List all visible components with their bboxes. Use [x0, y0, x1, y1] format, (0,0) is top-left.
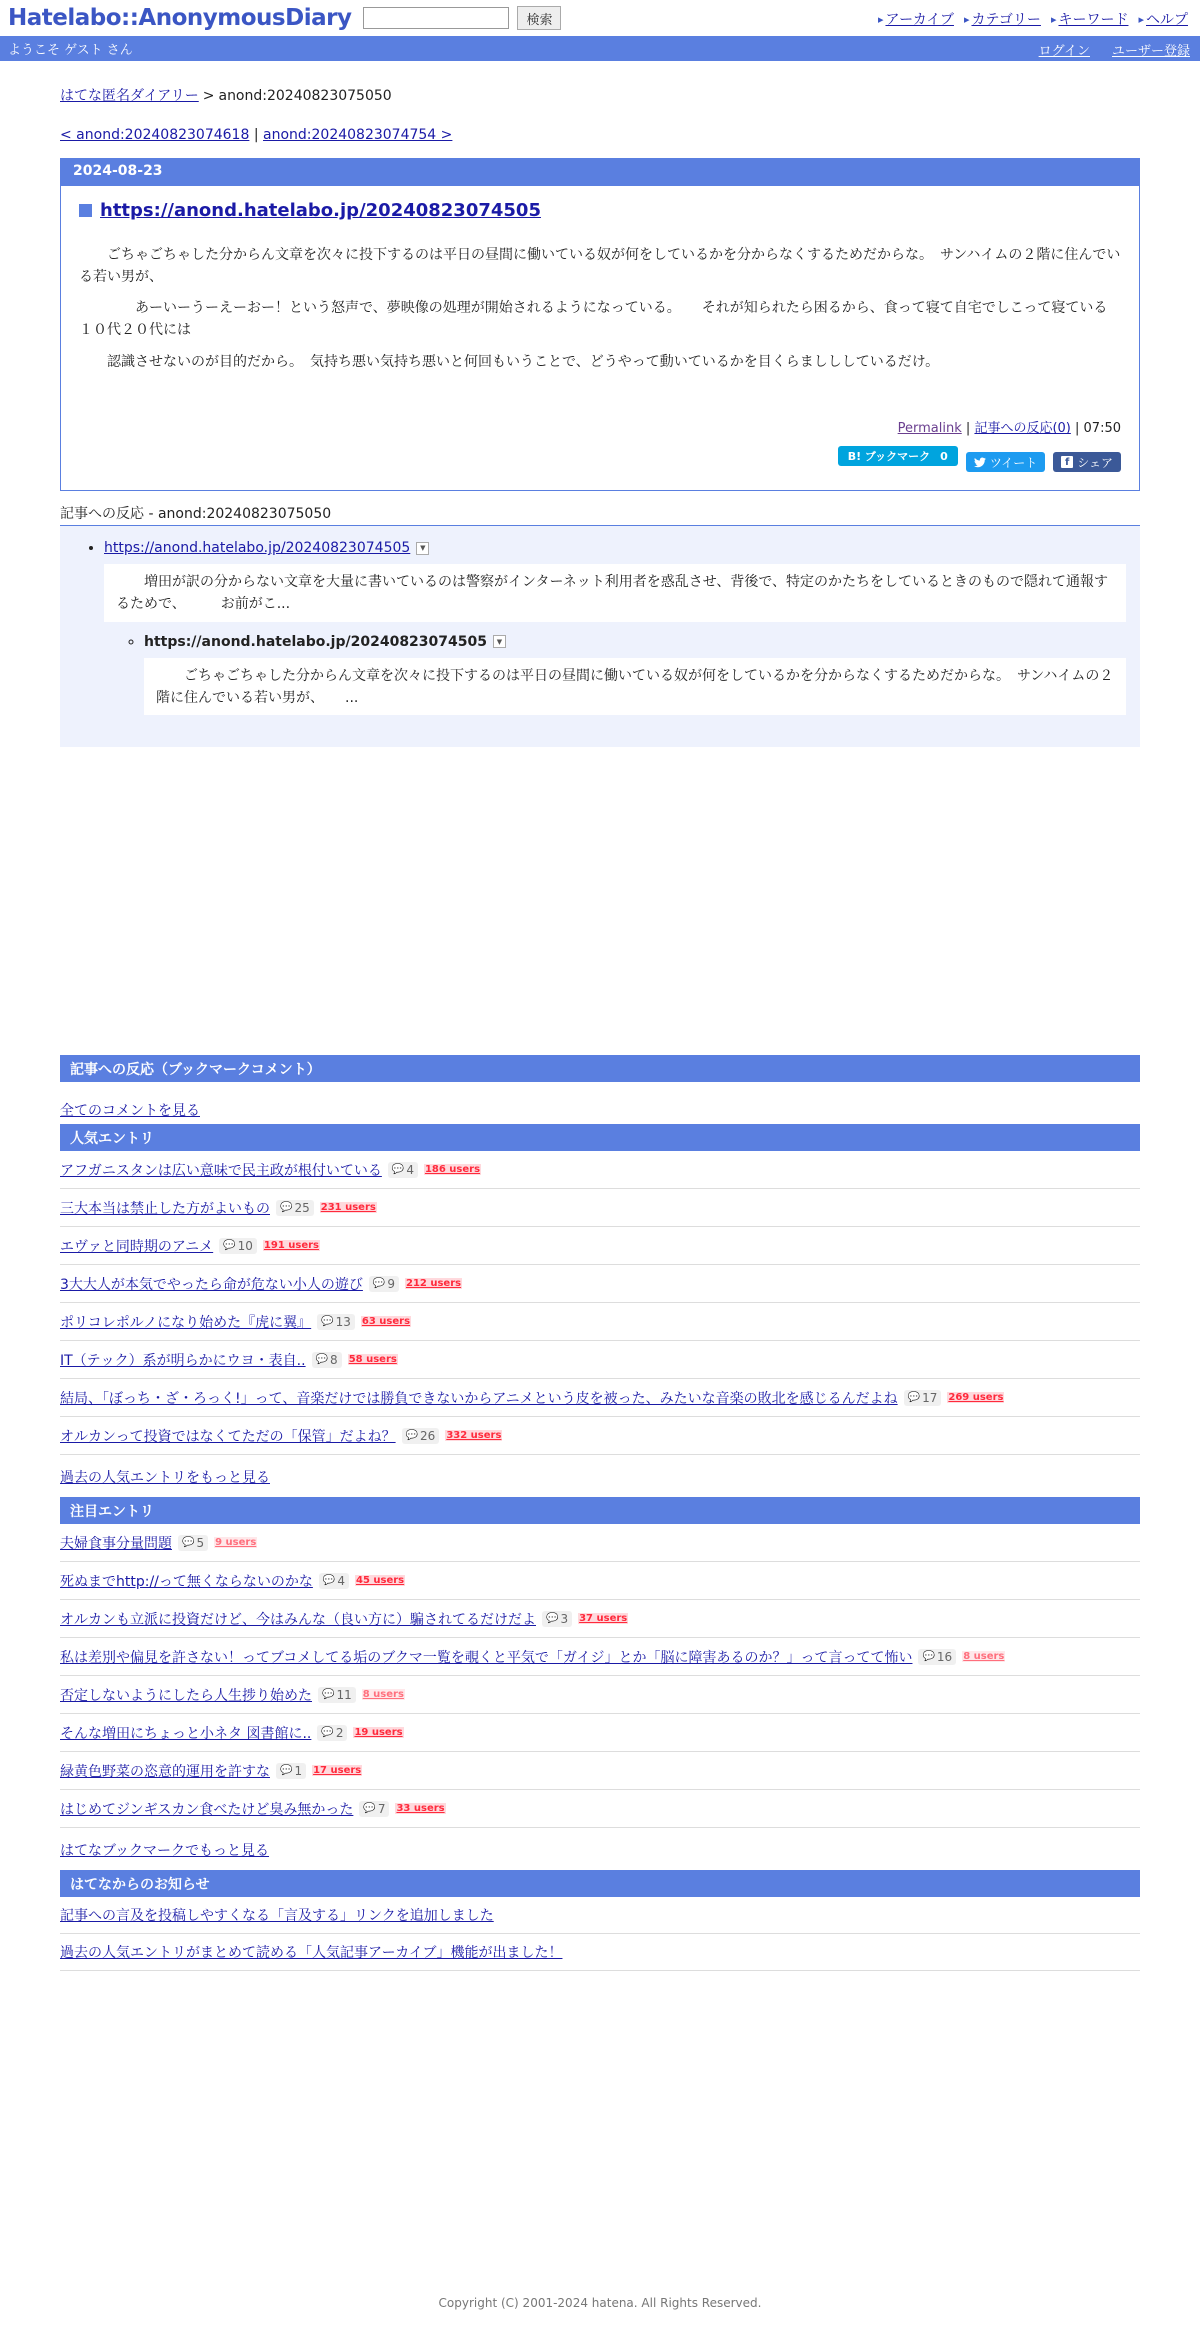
entry-paragraph: あーいーうーえーおー！という怒声で、夢映像の処理が開始されるようになっている。 それが知られたら困るから、食って寝て自宅でしこって寝ている１０代２０代には — [79, 300, 1108, 339]
entry-section — [61, 186, 1139, 490]
refer-child-title — [144, 634, 1126, 650]
nav-category-link[interactable]: カテゴリー — [971, 12, 1041, 28]
comment-count-value: 26 — [420, 1428, 436, 1443]
entry-list-item — [60, 1752, 1140, 1790]
breadcrumb — [60, 85, 1140, 105]
entry-list-item — [60, 1265, 1140, 1303]
breadcrumb-home-link[interactable]: はてな匿名ダイアリー — [60, 88, 199, 104]
entry-paragraph: ごちゃごちゃした分からん文章を次々に投下するのは平日の昼間に働いている奴が何をしているかを分からなくするためだからな。 サンハイムの２階に住んでいる若い男が、 — [79, 247, 1121, 285]
entry-list-item — [60, 1303, 1140, 1341]
top-bar — [0, 0, 1200, 36]
entry-list-item — [60, 1676, 1140, 1714]
comment-bubble-icon: 💬 — [363, 1803, 376, 1815]
users-badge[interactable]: 45 users — [355, 1575, 405, 1587]
comment-count — [317, 1314, 355, 1330]
users-badge[interactable]: 37 users — [579, 1613, 628, 1625]
refer-item-link[interactable]: • https://anond.hatelabo.jp/20240823074505 — [104, 540, 411, 557]
tweet-label: ツイート — [989, 455, 1038, 470]
entry-date: 2024-08-23 — [61, 159, 1139, 186]
ad-space — [60, 747, 1140, 1055]
entry-link[interactable]: 三大本当は禁止した方がよいもの — [60, 1200, 270, 1217]
entry-link[interactable]: オルカンって投資ではなくてただの「保管」だよね？ — [60, 1428, 396, 1445]
comment-bubble-icon: 💬 — [322, 1575, 336, 1587]
refer-snippet: 増田が訳の分からない文章を大量に書いているのは警察がインターネット利用者を惑乱させ、背後で、特定のかたちをしているときのもので隠れて通報するためで、 お前がこ... — [104, 564, 1126, 621]
comment-count — [918, 1649, 956, 1665]
nav-keyword — [1051, 9, 1129, 29]
prev-entry-link[interactable]: < anond:20240823074618 — [60, 127, 250, 143]
entry-list-item — [60, 1790, 1140, 1828]
arrow-icon: ▸ — [1138, 12, 1144, 26]
refer-child-item — [144, 634, 1126, 715]
search-input[interactable] — [363, 7, 509, 29]
bookmark-comments-header: 記事への反応（ブックマークコメント） — [60, 1055, 1140, 1082]
entry-list-item — [60, 1638, 1140, 1676]
popular-list — [60, 1151, 1140, 1455]
square-icon — [79, 204, 92, 217]
comment-count — [317, 1725, 347, 1741]
arrow-icon: ▸ — [1050, 12, 1057, 26]
pager-separator: | — [253, 127, 259, 143]
footer-separator: | — [1075, 421, 1080, 437]
all-comments-link[interactable]: 全てのコメントを見る — [60, 1103, 200, 1120]
refer-item-title — [104, 540, 1126, 556]
refer-box — [60, 526, 1140, 747]
entry-link[interactable]: 3大大人が本気でやったら命が危ない小人の遊び — [60, 1276, 363, 1293]
dropdown-icon[interactable]: ▼ — [493, 635, 506, 648]
users-badge[interactable]: 212 users — [406, 1278, 462, 1290]
notice-link[interactable]: 記事への言及を投稿しやすくなる「言及する」リンクを追加しました — [60, 1908, 494, 1925]
main-content — [60, 61, 1140, 1971]
users-badge[interactable]: 8 users — [963, 1651, 1005, 1663]
account-links — [1039, 40, 1190, 59]
nav-help — [1138, 9, 1188, 29]
nav-archive — [878, 9, 954, 29]
breadcrumb-current: anond:20240823075050 — [218, 88, 392, 104]
comment-count-value: 3 — [560, 1611, 569, 1626]
arrow-icon: ▸ — [877, 12, 884, 26]
comment-count-value: 13 — [335, 1314, 351, 1329]
comment-bubble-icon: 💬 — [546, 1613, 559, 1625]
comment-count-value: 17 — [922, 1390, 938, 1405]
comment-count — [319, 1573, 349, 1589]
notices-list — [60, 1897, 1140, 1971]
footer — [0, 2296, 1200, 2310]
bookmark-count: 0 — [940, 449, 948, 463]
refer-title: 記事への反応 - anond:20240823075050 — [60, 503, 1140, 526]
users-badge[interactable]: 186 users — [424, 1164, 481, 1176]
comment-bubble-icon: 💬 — [182, 1537, 195, 1549]
entry-list-item — [60, 1379, 1140, 1417]
comment-bubble-icon: 💬 — [391, 1164, 405, 1176]
refer-child-snippet: ごちゃごちゃした分からん文章を次々に投下するのは平日の昼間に働いている奴が何をしているかを分からなくするためだからな。 サンハイムの２階に住んでいる若い男が、 ... — [144, 658, 1126, 715]
entry-time: 07:50 — [1083, 421, 1121, 437]
footer-separator: | — [965, 421, 971, 437]
comment-count-value: 4 — [406, 1162, 414, 1177]
entry-list-item — [60, 1524, 1140, 1562]
comment-count-value: 16 — [936, 1649, 953, 1664]
entry-list-item — [60, 1227, 1140, 1265]
twitter-bird-icon — [974, 457, 986, 468]
entry-link[interactable]: 結局、「ぼっち・ざ・ろっく!」って、音楽だけでは勝負できないからアニメという皮を被った、みたいな音楽の敗北を感じるんだよね — [60, 1390, 898, 1407]
notable-list — [60, 1524, 1140, 1828]
facebook-share-button[interactable] — [1053, 452, 1121, 472]
users-badge[interactable]: 332 users — [446, 1430, 502, 1442]
entry-link[interactable]: エヴァと同時期のアニメ — [60, 1238, 214, 1255]
entry-link[interactable]: 私は差別や偏見を許さない！ってブコメしてる垢のブクマ一覧を覗くと平気で「ガイジ」とか「脳に障害あるのか？」って言ってて怖い — [60, 1649, 913, 1666]
entry-footer — [79, 417, 1121, 436]
dropdown-icon[interactable]: ▼ — [416, 542, 429, 555]
comment-count-value: 9 — [387, 1276, 395, 1291]
entry-list-item — [60, 1600, 1140, 1638]
notice-link[interactable]: 過去の人気エントリがまとめて読める「人気記事アーカイブ」機能が出ました！ — [60, 1945, 563, 1962]
comment-count-value: 1 — [294, 1763, 303, 1778]
comment-count — [369, 1276, 399, 1292]
refer-item — [104, 540, 1126, 715]
entry-link[interactable]: 否定しないようにしたら人生捗り始めた — [60, 1687, 312, 1704]
comment-count — [219, 1238, 257, 1254]
permalink-link[interactable]: Permalink — [897, 421, 962, 437]
users-badge[interactable]: 231 users — [320, 1202, 376, 1214]
comment-bubble-icon: 💬 — [322, 1689, 335, 1701]
refer-child-list — [104, 634, 1126, 715]
entry-list-item — [60, 1189, 1140, 1227]
nav-archive-link[interactable]: アーカイブ — [885, 12, 954, 28]
comment-count-value: 25 — [294, 1200, 310, 1215]
comment-count-value: 5 — [196, 1535, 205, 1550]
users-badge[interactable]: 269 users — [948, 1392, 1004, 1404]
entry-link[interactable]: 夫婦食事分量問題 — [60, 1535, 172, 1552]
comment-bubble-icon: 💬 — [223, 1240, 236, 1252]
entry-list-item — [60, 1151, 1140, 1189]
welcome-text: ようこそ ゲスト さん — [8, 43, 133, 58]
entry-link[interactable]: IT（テック）系が明らかにウヨ・表自.. — [60, 1352, 306, 1369]
top-nav — [878, 9, 1188, 29]
refer-list — [74, 540, 1126, 715]
comment-bubble-icon: 💬 — [321, 1316, 334, 1328]
nav-help-link[interactable]: ヘルプ — [1146, 12, 1188, 28]
diary-day — [60, 158, 1140, 491]
comment-count — [318, 1687, 356, 1703]
comment-count-value: 7 — [377, 1801, 386, 1816]
entry-link[interactable]: アフガニスタンは広い意味で民主政が根付いている — [60, 1162, 382, 1179]
users-badge[interactable]: 58 users — [348, 1354, 397, 1366]
entry-title — [79, 200, 1121, 221]
entry-list-item — [60, 1341, 1140, 1379]
all-comments — [60, 1100, 1140, 1120]
comment-count — [312, 1352, 342, 1368]
comment-count — [276, 1763, 306, 1779]
comment-bubble-icon: 💬 — [280, 1765, 293, 1777]
entry-list-item — [60, 1562, 1140, 1600]
refer-child-title-text: ◦ https://anond.hatelabo.jp/20240823074505 — [144, 633, 487, 650]
comment-count — [276, 1200, 314, 1216]
entry-list-item — [60, 1714, 1140, 1752]
entry-link[interactable]: 緑黄色野菜の恣意的運用を許すな — [60, 1763, 270, 1780]
user-bar — [0, 36, 1200, 61]
entry-link[interactable]: はじめてジンギスカン食べたけど臭み無かった — [60, 1801, 354, 1818]
popular-more-link[interactable]: 過去の人気エントリをもっと見る — [60, 1470, 270, 1487]
notable-header: 注目エントリ — [60, 1497, 1140, 1524]
notice-item — [60, 1897, 1140, 1934]
entry-link[interactable]: そんな増田にちょっと小ネタ 図書館に.. — [60, 1725, 312, 1742]
comment-bubble-icon: 💬 — [321, 1727, 334, 1739]
popular-more — [60, 1467, 1140, 1487]
comment-count — [542, 1611, 572, 1627]
entry-body — [79, 245, 1121, 373]
hatena-bookmark-button[interactable] — [838, 446, 958, 466]
comment-bubble-icon: 💬 — [405, 1430, 419, 1442]
users-badge[interactable]: 17 users — [313, 1765, 362, 1777]
popular-header: 人気エントリ — [60, 1124, 1140, 1151]
notice-item — [60, 1934, 1140, 1971]
entry-link[interactable]: オルカンも立派に投資だけど、今はみんな（良い方に）騙されてるだけだよ — [60, 1611, 536, 1628]
comment-bubble-icon: 💬 — [907, 1392, 921, 1404]
users-badge[interactable]: 8 users — [362, 1689, 404, 1701]
comment-count — [402, 1428, 440, 1444]
reactions-link[interactable]: 記事への反応(0) — [974, 421, 1071, 437]
share-buttons — [79, 448, 1121, 476]
comment-count-value: 4 — [337, 1573, 345, 1588]
tweet-button[interactable] — [966, 452, 1045, 472]
nav-category — [964, 9, 1041, 29]
comment-bubble-icon: 💬 — [280, 1202, 293, 1214]
comment-count — [359, 1801, 389, 1817]
notices-header: はてなからのお知らせ — [60, 1870, 1140, 1897]
users-badge[interactable]: 9 users — [215, 1537, 257, 1549]
pager — [60, 127, 1140, 143]
entry-list-item — [60, 1417, 1140, 1455]
users-badge[interactable]: 63 users — [361, 1316, 411, 1328]
comment-bubble-icon: 💬 — [372, 1278, 386, 1290]
users-badge[interactable]: 191 users — [263, 1240, 319, 1252]
nav-keyword-link[interactable]: キーワード — [1058, 12, 1129, 28]
comment-count — [178, 1535, 208, 1551]
site-logo[interactable]: Hatelabo::AnonymousDiary — [8, 5, 352, 31]
notable-more — [60, 1840, 1140, 1860]
entry-link[interactable]: 死ぬまでhttp://って無くならないのかな — [60, 1573, 313, 1590]
register-link[interactable]: ユーザー登録 — [1111, 44, 1190, 59]
comment-count-value: 11 — [336, 1687, 352, 1702]
copyright-text: Copyright (C) 2001-2024 hatena. All Rights Reserved. — [438, 2296, 762, 2310]
comment-count-value: 8 — [330, 1352, 338, 1367]
search-button[interactable]: 検索 — [517, 6, 561, 30]
comment-bubble-icon: 💬 — [922, 1651, 935, 1663]
facebook-icon: f — [1061, 456, 1073, 468]
login-link[interactable]: ログイン — [1038, 44, 1090, 59]
comment-count-value: 2 — [335, 1725, 344, 1740]
bookmark-label: B! ブックマーク — [847, 450, 931, 464]
users-badge[interactable]: 19 users — [354, 1727, 403, 1739]
next-entry-link[interactable]: anond:20240823074754 > — [263, 127, 453, 143]
breadcrumb-separator: > — [202, 88, 215, 104]
comment-count — [388, 1162, 418, 1178]
comment-count-value: 10 — [237, 1238, 253, 1253]
share-label: シェア — [1077, 455, 1113, 470]
comment-count — [904, 1390, 942, 1406]
entry-title-link[interactable]: https://anond.hatelabo.jp/20240823074505 — [100, 200, 541, 221]
comment-bubble-icon: 💬 — [315, 1354, 329, 1366]
users-badge[interactable]: 33 users — [396, 1803, 445, 1815]
entry-paragraph: 認識させないのが目的だから。 気持ち悪い気持ち悪いと何回もいうことで、どうやって動いているかを目くらましししているだけ。 — [79, 353, 940, 370]
entry-link[interactable]: ポリコレポルノになり始めた『虎に翼』 — [60, 1314, 312, 1331]
arrow-icon: ▸ — [963, 12, 970, 26]
notable-more-link[interactable]: はてなブックマークでもっと見る — [60, 1843, 270, 1860]
